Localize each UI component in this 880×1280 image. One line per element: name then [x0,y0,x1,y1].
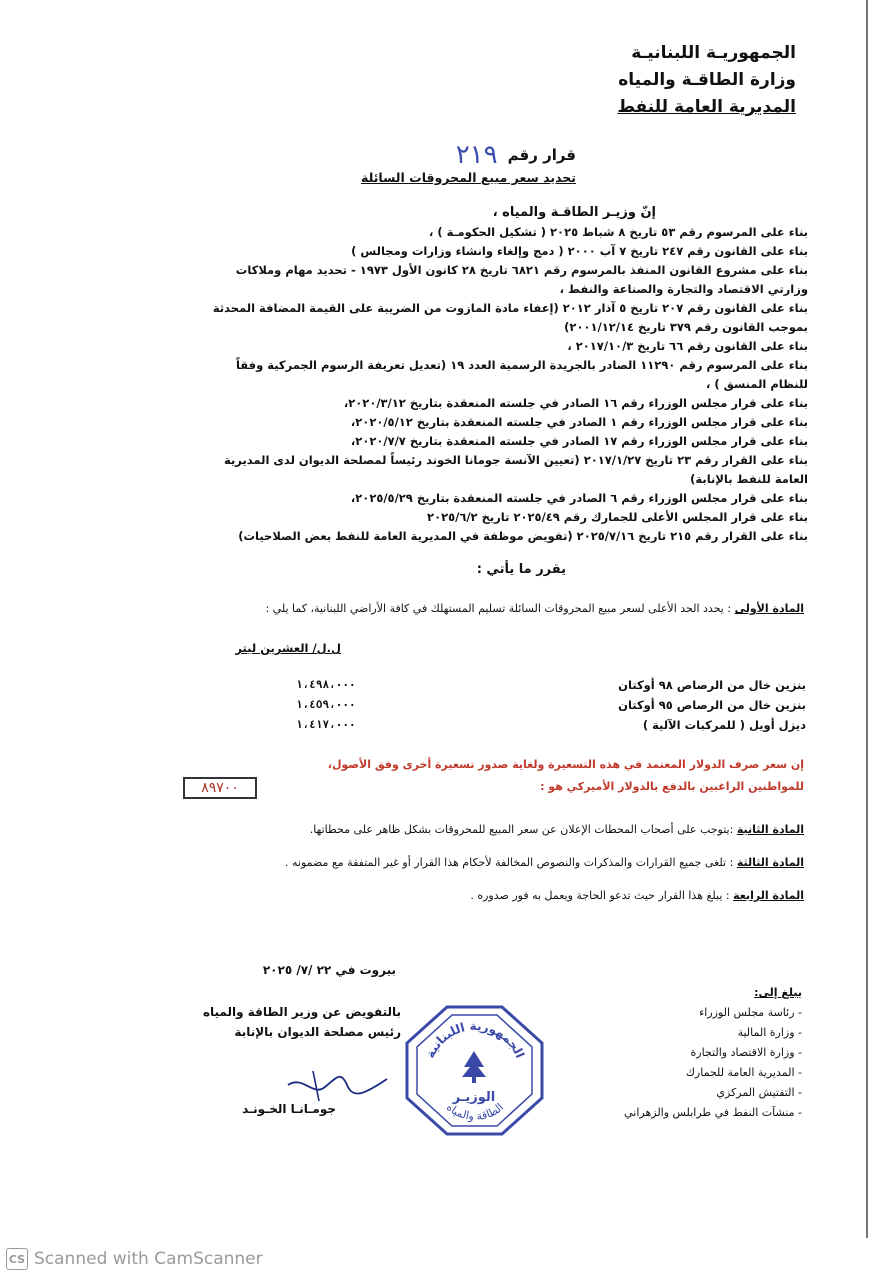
stamp-bottom-text: الطاقة والمياه [443,1100,507,1123]
recital: بناء على القانون رقم ٦٦ تاريخ ٢٠١٧/١٠/٣ ، [567,339,808,353]
fuel-price: ١،٤٩٨،٠٠٠ [296,678,356,691]
recital: بناء على القرار رقم ٢٣ تاريخ ٢٠١٧/١/٢٧ (تعيين الآنسة جومانا الخوند رئيساً لمصلحة الديوان لدى المديرية العامة للنفط بالإنابة) [224,453,808,486]
ministry-name: وزارة الطاقـة والمياه [618,70,796,90]
stamp-center-text: الوزيـر [452,1090,496,1105]
list-item: - المديرية العامة للجمارك [685,1066,802,1079]
article-2 [64,821,804,839]
ministry-stamp [402,1003,547,1138]
exchange-rate-note-2: للمواطنين الراغبين بالدفع بالدولار الأميركي هو : [540,780,804,793]
article-4 [64,887,804,905]
recital: بناء على المرسوم رقم ٥٣ تاريخ ٨ شباط ٢٠٢٥ ( تشكيل الحكومـة ) ، [428,225,808,239]
recital: بناء على قرار مجلس الوزراء رقم ١٦ الصادر في جلسته المنعقدة بتاريخ ٢٠٢٠/٣/١٢، [343,396,808,410]
table-row [296,718,806,738]
article-2-head: المادة الثانية [736,823,804,836]
recital: بناء على قرار مجلس الوزراء رقم ١٧ الصادر في جلسته المنعقدة بتاريخ ٢٠٢٠/٧/٧، [350,434,808,448]
fuel-price: ١،٤١٧،٠٠٠ [296,718,356,731]
article-3-head: المادة الثالثة [736,856,804,869]
article-2-text: :يتوجب على أصحاب المحطات الإعلان عن سعر المبيع للمحروقات بشكل ظاهر على محطاتها. [309,823,734,836]
article-4-text: : يبلغ هذا القرار حيث تدعو الحاجة ويعمل به فور صدوره . [470,889,730,902]
letterhead [617,40,796,121]
delegation-block [203,1002,401,1042]
recital: بناء على قرار مجلس الوزراء رقم ١ الصادر في جلسته المنعقدة بتاريخ ٢٠٢٠/٥/١٢، [350,415,808,429]
signer-name: جومـانـا الخـونـد [242,1102,336,1116]
watermark-text: Scanned with CamScanner [34,1249,263,1269]
delegation-line: بالتفويض عن وزير الطاقة والمياه [202,1005,401,1019]
article-1-text: : يحدد الحد الأعلى لسعر مبيع المحروقات السائلة تسليم المستهلك في كافة الأراضي اللبنانية، كما يلي : [265,602,732,615]
article-1 [64,600,804,618]
list-item: - وزارة المالية [737,1026,802,1039]
decision-subject: تحديد سعر مبيع المحروقات السائلة [361,170,576,185]
fuel-name: بنزين خال من الرصاص ٩٥ أوكتان [618,698,806,712]
list-item: - رئاسة مجلس الوزراء [699,1006,802,1019]
fuel-name: ديزل أويل ( للمركبات الآلية ) [642,718,806,732]
article-3-text: : تلغى جميع القرارات والمذكرات والنصوص المخالفة لأحكام هذا القرار أو غير المتفقة مع مضمونه . [285,856,734,869]
scanner-watermark [6,1248,263,1270]
camscanner-logo-icon: CS [6,1248,28,1270]
table-row [296,678,806,698]
recital: بناء على قرار مجلس الوزراء رقم ٦ الصادر في جلسته المنعقدة بتاريخ ٢٠٢٥/٥/٢٩، [350,491,808,505]
distribution-list [624,983,802,1123]
recital: بناء على القرار رقم ٢١٥ تاريخ ٢٠٢٥/٧/١٦ (تفويض موظفة في المديرية العامة للنفط بعض الصلاحيات) [238,529,808,543]
article-1-head: المادة الأولى [734,602,804,615]
distribution-heading: يبلغ إلى: [754,986,802,999]
recital: بناء على قرار المجلس الأعلى للجمارك رقم ٢٠٢٥/٤٩ تاريخ ٢٠٢٥/٦/٢ [427,510,808,524]
recitals [208,223,808,546]
table-row [296,698,806,718]
article-4-head: المادة الرابعة [733,889,804,902]
republic-name: الجمهوريـة اللبنانيـة [631,43,796,63]
recital: بناء على القانون رقم ٢٤٧ تاريخ ٧ آب ٢٠٠٠ ( دمج وإلغاء وانشاء وزارات ومجالس ) [351,244,808,258]
decides-heading: يقرر ما يأتي : [476,562,566,577]
fuel-price: ١،٤٥٩،٠٠٠ [296,698,356,711]
delegation-title: رئيس مصلحة الديوان بالإنابة [234,1025,401,1039]
decision-number: ٢١٩ [455,140,498,170]
decision-label: قرار رقم [507,146,576,164]
price-unit-label: ل.ل/ العشرين ليتر [235,641,341,655]
recital: بناء على المرسوم رقم ١١٢٩٠ الصادر بالجريدة الرسمية العدد ١٩ (تعديل تعريفة الرسوم الجمركية وفقاً للنظام المنسق ) ، [235,358,808,391]
decision-title [456,140,576,170]
recital: بناء على القانون رقم ٢٠٧ تاريخ ٥ آذار ٢٠١٢ (إعفاء مادة المازوت من الضريبة على القيمة المضافة المحدثة بموجب القانون رقم ٣٧٩ تاريخ ٢٠٠١/١٢/١٤) [212,301,808,334]
handwritten-signature [283,1065,393,1105]
fuel-name: بنزين خال من الرصاص ٩٨ أوكتان [618,678,806,692]
article-3 [64,854,804,872]
place-date: بيروت في ٢٢ /٧/ ٢٠٢٥ [262,963,396,977]
list-item: - منشآت النفط في طرابلس والزهراني [624,1106,802,1119]
directorate-name: المديرية العامة للنفط [617,97,796,117]
list-item: - التفتيش المركزي [716,1086,802,1099]
exchange-rate-box: ٨٩٧٠٠ [183,777,257,799]
exchange-rate-note: إن سعر صرف الدولار المعتمد في هذه التسعيرة ولغاية صدور تسعيرة أخرى وفق الأصول، [327,758,804,771]
list-item: - وزارة الاقتصاد والتجارة [690,1046,802,1059]
cedar-icon [462,1051,486,1083]
recital: بناء على مشروع القانون المنفذ بالمرسوم رقم ٦٨٢١ تاريخ ٢٨ كانون الأول ١٩٧٣ - تحديد مهام وملاكات وزارتي الاقتصاد والتجارة والصناعة والنفط ، [235,263,808,296]
fuel-price-table [296,678,806,738]
stamp-top-text: الجمهورية اللبنانية [422,1018,528,1061]
minister-line: إنّ وزيـر الطاقـة والمياه ، [492,205,656,220]
